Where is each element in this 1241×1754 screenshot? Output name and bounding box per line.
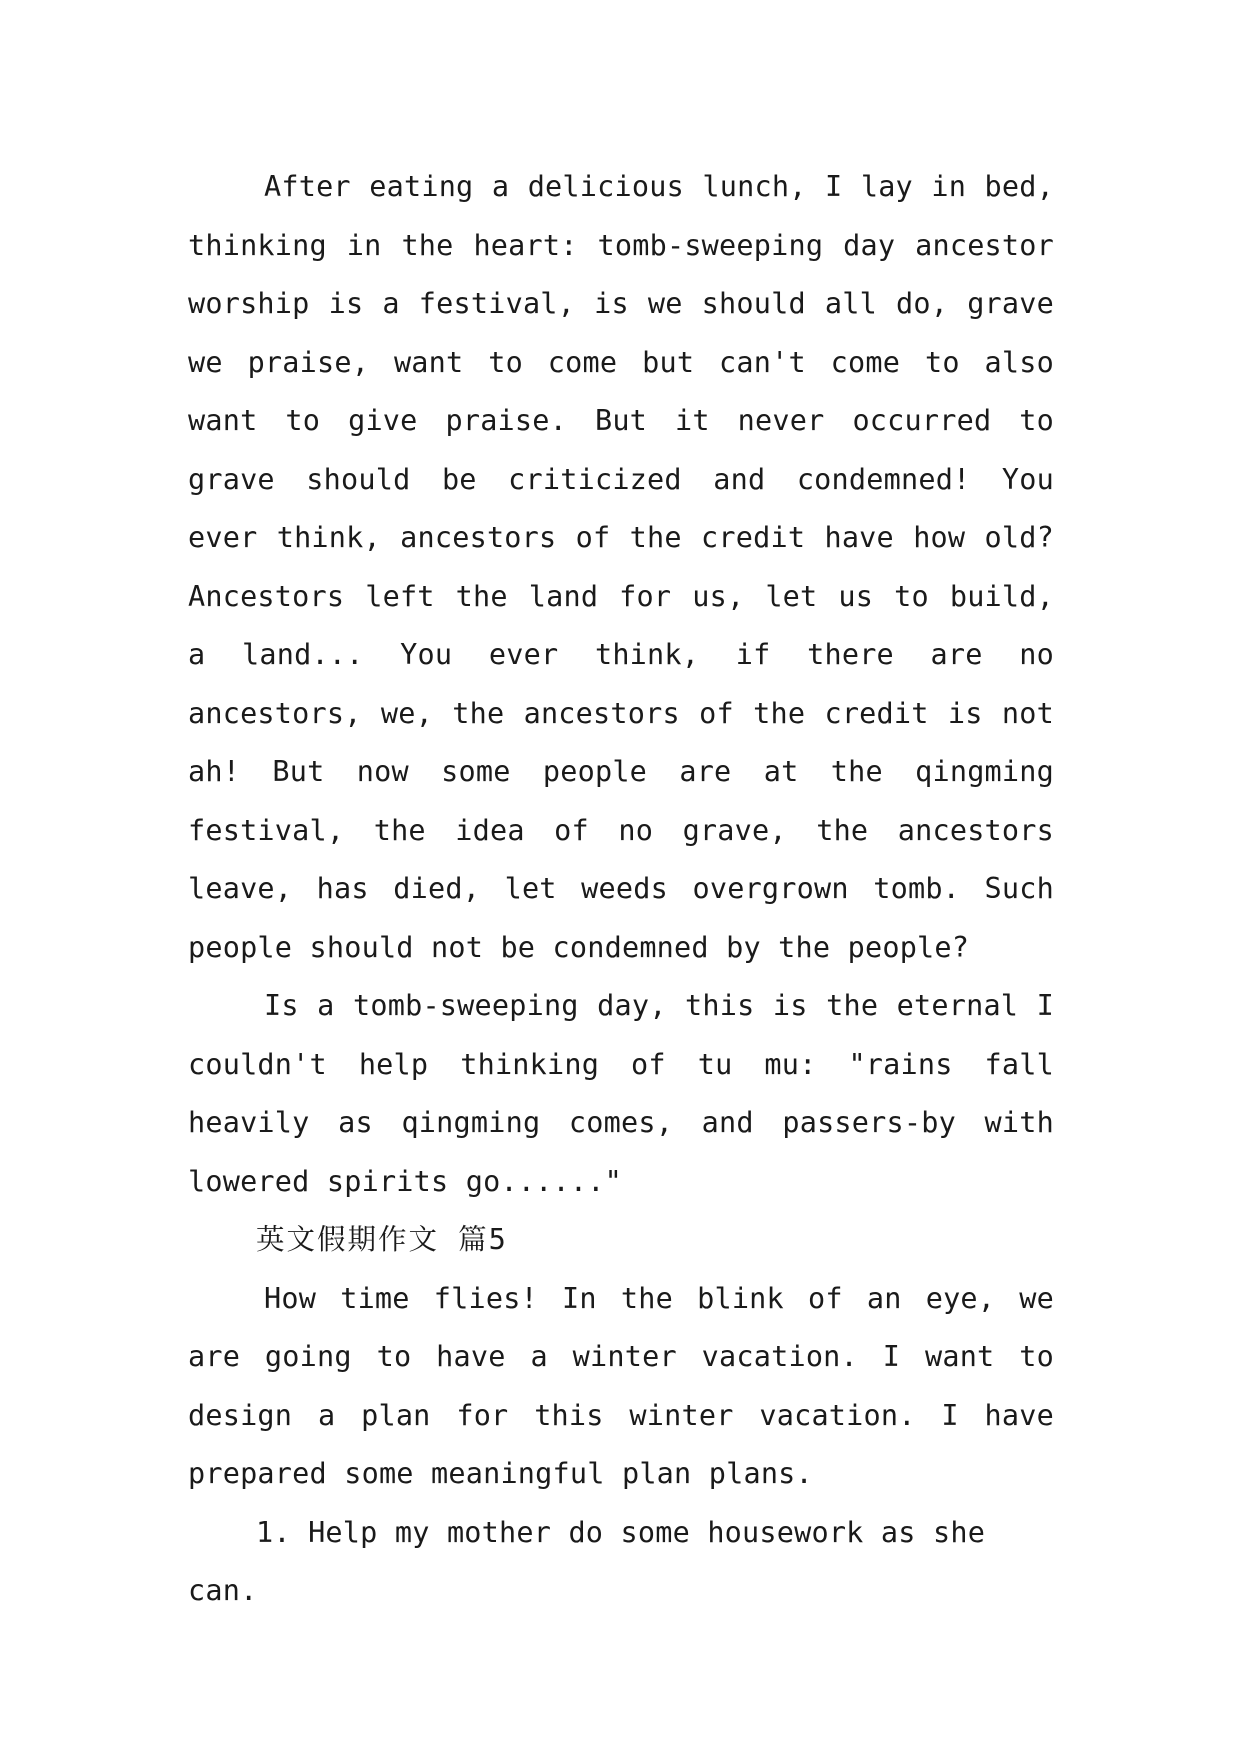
paragraph: Is a tomb-sweeping day, this is the eternal I couldn't help thinking of tu mu: "rains fall heavily as qingming comes, and passers-by with lowered spirits go......" <box>188 989 1054 1198</box>
section-heading: 英文假期作文 篇5 <box>256 1223 508 1256</box>
paragraph: How time flies! In the blink of an eye, we are going to have a winter vacation. I want to design a plan for this winter vacation. I have prepared some meaningful plan plans. <box>188 1281 1054 1490</box>
paragraph: After eating a delicious lunch, I lay in bed, thinking in the heart: tomb-sweeping day ancestor worship is a festival, is we should all do, grave we praise, want to come but can't come to also want to give praise. But it never occurred to grave should be criticized and condemned! You ever think, ancestors of the credit have how old? Ancestors left the land for us, let us to build, a land... You ever think, if there are no ancestors, we, the ancestors of the credit is not ah! But now some people are at the qingming festival, the idea of no grave, the ancestors leave, has died, let weeds overgrown tomb. Such people should not be condemned by the people? <box>188 170 1054 964</box>
document-body <box>188 158 1054 1621</box>
list-item: 1. Help my mother do some housework as she can. <box>188 1515 986 1607</box>
